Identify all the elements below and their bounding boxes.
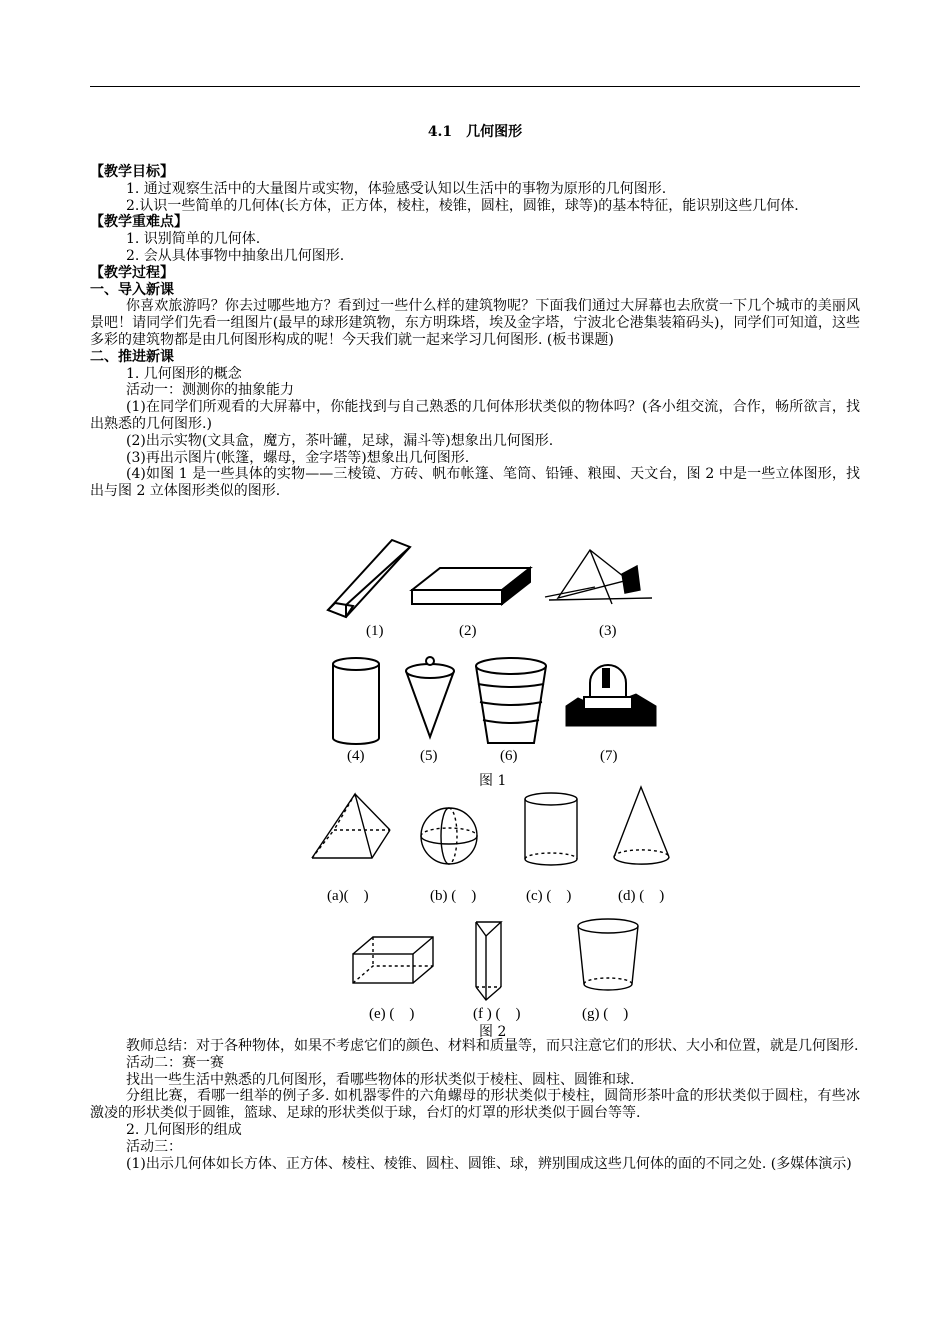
paragraph: 活动一：测测你的抽象能力 bbox=[126, 382, 294, 399]
fig1-label-6: (6) bbox=[500, 748, 518, 764]
fig2-label-f: (f ) ( ) bbox=[473, 1006, 521, 1022]
fig2-label-c: (c) ( ) bbox=[526, 888, 572, 904]
section-heading: 【教学重难点】 bbox=[90, 214, 188, 231]
section-heading: 【教学目标】 bbox=[90, 164, 174, 180]
paragraph: (1)出示几何体如长方体、正方体、棱柱、棱锥、圆柱、圆锥、球，辨别围成这些几何体的面的不同之处. (多媒体演示) bbox=[126, 1155, 852, 1172]
paragraph: 活动二：赛一赛 bbox=[126, 1054, 224, 1071]
fig2-label-d: (d) ( ) bbox=[618, 888, 665, 904]
paragraph: (1)在同学们所观看的大屏幕中，你能找到与自己熟悉的几何体形状类似的物体吗？(各小组交流，合作，畅所欲言，找出熟悉的几何图形.) bbox=[90, 399, 860, 432]
page-title: 4.1 几何图形 bbox=[427, 124, 523, 140]
section-heading: 一、导入新课 bbox=[90, 281, 174, 298]
paragraph: 活动三： bbox=[126, 1138, 182, 1155]
paragraph: 教师总结：对于各种物体，如果不考虑它们的颜色、材料和质量等，而只注意它们的形状、大小和位置，就是几何图形. bbox=[126, 1038, 859, 1054]
fig2-label-a: (a)( ) bbox=[327, 888, 369, 904]
paragraph: 1. 通过观察生活中的大量图片或实物，体验感受认知以生活中的事物为原形的几何图形. bbox=[126, 180, 667, 197]
fig2-label-g: (g) ( ) bbox=[582, 1006, 629, 1022]
fig2-caption: 图 2 bbox=[479, 1024, 507, 1040]
sphere-shape-b bbox=[421, 808, 477, 864]
section-heading: 【教学过程】 bbox=[90, 264, 174, 281]
paragraph: 2. 几何图形的组成 bbox=[126, 1121, 242, 1138]
paragraph: 1. 几何图形的概念 bbox=[126, 365, 242, 382]
fig1-label-7: (7) bbox=[600, 748, 618, 764]
fig2-label-b: (b) ( ) bbox=[430, 888, 477, 904]
fig1-caption: 图 1 bbox=[479, 773, 507, 789]
cone-shape-d bbox=[614, 787, 669, 864]
paragraph: 2. 会从具体事物中抽象出几何图形. bbox=[126, 247, 345, 264]
paragraph: 2.认识一些简单的几何体(长方体，正方体，棱柱，棱锥，圆柱，圆锥，球等)的基本特征，能识别这些几何体. bbox=[126, 197, 799, 214]
pyramid-shape-a bbox=[312, 794, 390, 858]
paragraph: (2)出示实物(文具盒，魔方，茶叶罐，足球，漏斗等)想象出几何图形. bbox=[126, 432, 554, 449]
section-heading: 二、推进新课 bbox=[90, 348, 174, 365]
paragraph: 1. 识别简单的几何体. bbox=[126, 231, 261, 248]
fig1-label-2: (2) bbox=[459, 623, 477, 639]
fig1-label-1: (1) bbox=[366, 623, 384, 639]
cylinder-shape-c bbox=[525, 793, 577, 865]
box-shape-e bbox=[353, 937, 433, 983]
paragraph: 找出一些生活中熟悉的几何图形，看哪些物体的形状类似于棱柱、圆柱、圆锥和球. bbox=[126, 1071, 635, 1088]
paragraph: (4)如图 1 是一些具体的实物——三棱镜、方砖、帆布帐篷、笔筒、铅锤、粮囤、天文台，图 2 中是一些立体图形，找出与图 2 立体图形类似的图形. bbox=[90, 466, 860, 500]
paragraph: 分组比赛，看哪一组举的例子多. 如机器零件的六角螺母的形状类似于棱柱，圆筒形茶叶盒的形状类似于圆柱，有些冰激凌的形状类似于圆锥，篮球、足球的形状类似于球，台灯的灯罩的形状类似于圆台等等. bbox=[90, 1088, 860, 1122]
body-text-bottom bbox=[90, 1038, 860, 1172]
fig1-label-3: (3) bbox=[599, 623, 617, 639]
fig1-label-4: (4) bbox=[347, 748, 365, 764]
paragraph: 你喜欢旅游吗？你去过哪些地方？看到过一些什么样的建筑物呢？下面我们通过大屏幕也去欣赏一下几个城市的美丽风景吧！请同学们先看一组图片(最早的球形建筑物，东方明珠塔，埃及金字塔，宁波北仑港集装箱码头)，同学们可知道，这些多彩的建筑物都是由几何图形构成的呢！今天我们就一起来学习几何图形. (板书课题) bbox=[90, 298, 860, 348]
prism-shape-f bbox=[476, 922, 501, 1000]
paragraph: (3)再出示图片(帐篷，螺母，金字塔等)想象出几何图形. bbox=[126, 449, 470, 466]
frustum-shape-g bbox=[578, 919, 638, 990]
fig2-label-e: (e) ( ) bbox=[369, 1006, 415, 1022]
fig1-label-5: (5) bbox=[420, 748, 438, 764]
